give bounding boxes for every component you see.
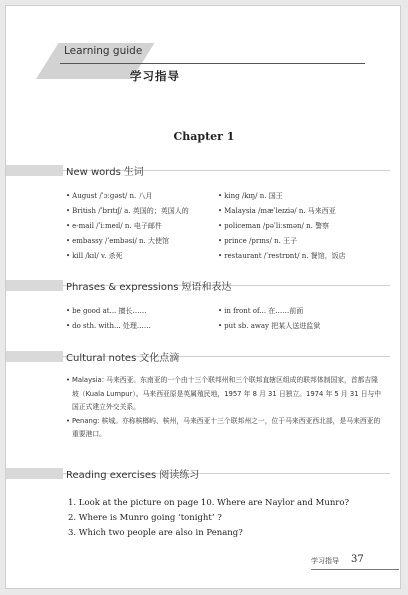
question-item: 3. Which two people are also in Penang? [68,528,243,538]
section-heading-en: Cultural notes [66,353,137,364]
section-heading-new-words [66,163,144,178]
phrase-entry: • in front of... 在……前面 [218,304,320,319]
question-item: 2. Where is Munro going ‘tonight’ ? [68,513,222,523]
question-item: 1. Look at the picture on page 10. Where are Naylor and Munro? [68,498,350,508]
word-entry: • prince /prɪns/ n. 王子 [218,234,346,249]
header-label: Learning guide [64,45,143,57]
word-entry: • British /ˈbrɪtɪʃ/ a. 英国的；英国人的 [66,204,189,219]
word-entry: • embassy /ˈembəsi/ n. 大使馆 [66,234,189,249]
words-left-column [66,189,189,264]
footer-rule [311,569,399,570]
section-heading-cn: 生词 [123,167,144,178]
section-heading-reading [66,466,199,481]
section-heading-cultural [66,349,179,364]
word-entry: • e-mail /ˈiːmeɪl/ n. 电子邮件 [66,219,189,234]
phrase-entry: • put sb. away 把某人送进监狱 [218,319,320,334]
word-entry: • kill /kɪl/ v. 杀死 [66,249,189,264]
word-entry: • king /kɪŋ/ n. 国王 [218,189,346,204]
note-item: • Penang: 槟城。亦称槟榔屿、槟州，马来西亚十三个联邦州之一，位于马来西亚西北部，是马来西亚的重要港口。 [66,415,384,442]
phrase-entry: • be good at... 擅长…… [66,304,151,319]
word-entry: • Malaysia /mæˈleɪziə/ n. 马来西亚 [218,204,346,219]
section-heading-cn: 文化点滴 [139,353,180,364]
section-heading-cn: 阅读练习 [159,470,200,481]
cultural-notes [66,374,384,442]
header-rule [60,63,365,64]
section-heading-en: New words [66,167,121,178]
section-heading-cn: 短语和表达 [181,282,232,293]
header-title: 学习指导 [130,69,180,83]
phrases-right-column [218,304,320,334]
section-bar-cultural [6,351,63,362]
phrase-entry: • do sth. with... 处理…… [66,319,151,334]
section-bar-phrases [6,280,63,291]
words-right-column [218,189,346,264]
section-heading-en: Reading exercises [66,470,157,481]
note-item: • Malaysia: 马来西亚。东南亚的一个由十三个联邦州和三个联邦直辖区组成的联邦体制国家，首都吉隆坡（Kuala Lumpur）。马来西亚原是英属殖民地，1957 年 8 月 31 日独立。1974 年 5 月 31 日与中国正式建立外交关系。 [66,374,384,415]
chapter-title: Chapter 1 [173,130,235,143]
phrases-left-column [66,304,151,334]
section-bar-reading [6,468,63,479]
section-heading-en: Phrases & expressions [66,282,179,293]
reading-questions [68,496,349,541]
page-number: 37 [351,554,364,565]
word-entry: • August /ˈɔːgəst/ n. 八月 [66,189,189,204]
section-heading-phrases [66,278,232,293]
section-bar-new-words [6,165,63,176]
word-entry: • restaurant /ˈrestrɒnt/ n. 餐馆，饭店 [218,249,346,264]
word-entry: • policeman /pəˈliːsmən/ n. 警察 [218,219,346,234]
footer-label: 学习指导 [311,557,339,565]
document-page [5,5,401,589]
